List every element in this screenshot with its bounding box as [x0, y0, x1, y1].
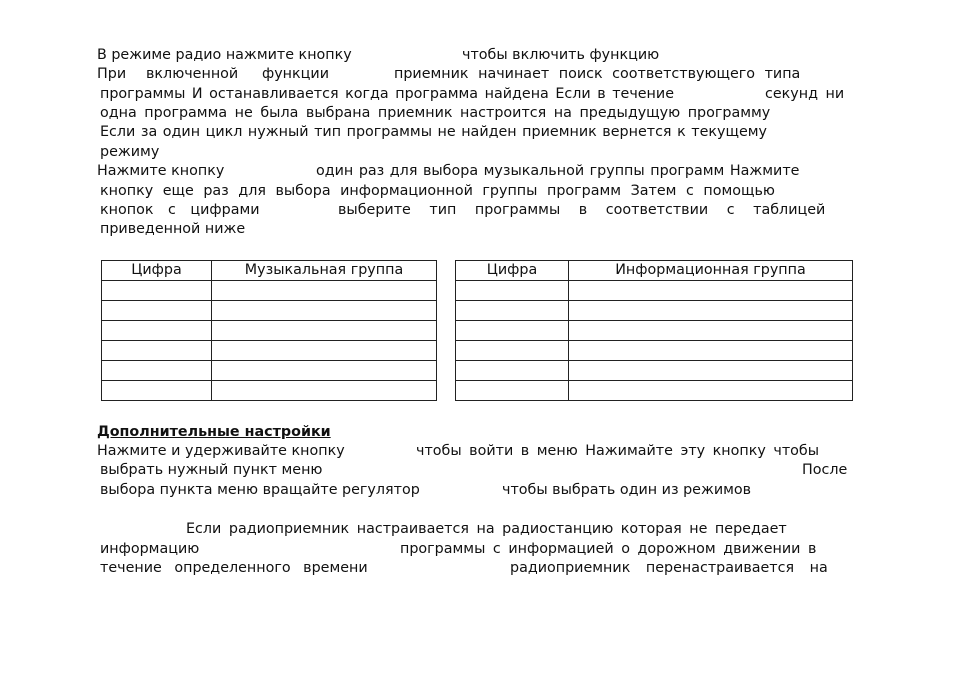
table-cell: [102, 321, 212, 341]
table-header-row: [102, 261, 437, 281]
table-cell: [456, 281, 569, 301]
table-cell: [212, 301, 437, 321]
text-fragment: приведенной ниже: [100, 221, 246, 237]
paragraph-2-line-3: [0, 201, 954, 220]
text-fragment: Если за один цикл нужный тип программы не найден приемник вернется к текущему: [100, 124, 767, 140]
table-row: [102, 381, 437, 401]
column-header: Информационная группа: [569, 261, 853, 281]
text-fragment: После: [802, 462, 848, 478]
table-cell: [456, 301, 569, 321]
text-fragment: кнопку еще раз для выбора информационной группы программ Затем с помощью: [100, 183, 775, 199]
table-row: [102, 281, 437, 301]
text-fragment: режиму: [100, 144, 160, 160]
paragraph-2-line-2: [0, 182, 954, 201]
text-fragment: функции: [262, 66, 329, 82]
table-cell: [102, 281, 212, 301]
text-fragment: радиоприемник перенастраивается на: [510, 560, 828, 576]
text-fragment: один раз для выбора музыкальной группы программ Нажмите: [316, 163, 800, 179]
text-fragment: информацию: [100, 541, 200, 557]
text-fragment: выбора пункта меню вращайте регулятор: [100, 482, 420, 498]
paragraph-1-line-4: [0, 104, 954, 123]
table-row: [456, 361, 853, 381]
paragraph-4-line-2: [0, 540, 954, 559]
text-fragment: Нажмите и удерживайте кнопку: [97, 443, 345, 459]
table-cell: [569, 341, 853, 361]
table-cell: [212, 381, 437, 401]
text-fragment: чтобы выбрать один из режимов: [502, 482, 752, 498]
table-row: [102, 321, 437, 341]
table-cell: [102, 361, 212, 381]
column-header: Музыкальная группа: [212, 261, 437, 281]
text-fragment: При: [97, 66, 127, 82]
music-group-table: [101, 260, 437, 401]
table-cell: [456, 381, 569, 401]
paragraph-1-line-6: [0, 143, 954, 162]
column-header: Цифра: [456, 261, 569, 281]
section-line-1: [0, 442, 954, 461]
table-cell: [212, 281, 437, 301]
table-cell: [212, 341, 437, 361]
table-cell: [212, 361, 437, 381]
table-cell: [102, 381, 212, 401]
paragraph-2-line-4: [0, 220, 954, 239]
table-row: [102, 301, 437, 321]
table-cell: [212, 321, 437, 341]
text-fragment: секунд ни: [765, 86, 845, 102]
text-fragment: одна программа не была выбрана приемник настроится на предыдущую программу: [100, 105, 771, 121]
paragraph-1-line-2: [0, 65, 954, 84]
text-fragment: приемник начинает поиск соответствующего типа: [394, 66, 801, 82]
text-fragment: чтобы войти в меню Нажимайте эту кнопку чтобы: [416, 443, 819, 459]
table-cell: [569, 381, 853, 401]
text-fragment: В режиме радио нажмите кнопку: [97, 47, 352, 63]
table-row: [456, 301, 853, 321]
table-cell: [569, 321, 853, 341]
table-row: [102, 341, 437, 361]
table-cell: [102, 301, 212, 321]
section-line-3: [0, 481, 954, 500]
table-cell: [456, 321, 569, 341]
section-line-2: [0, 461, 954, 480]
paragraph-4-line-1: [0, 520, 954, 539]
paragraph-1-line-3: [0, 85, 954, 104]
table-row: [456, 281, 853, 301]
table-cell: [569, 301, 853, 321]
table-header-row: [456, 261, 853, 281]
section-heading-line: [0, 423, 954, 442]
paragraph-2-line-1: [0, 162, 954, 181]
table-cell: [456, 341, 569, 361]
table-row: [456, 381, 853, 401]
table-cell: [569, 361, 853, 381]
text-fragment: выбрать нужный пункт меню: [100, 462, 323, 478]
table-row: [456, 341, 853, 361]
text-fragment: Нажмите кнопку: [97, 163, 225, 179]
text-fragment: программы И останавливается когда программа найдена Если в течение: [100, 86, 674, 102]
column-header: Цифра: [102, 261, 212, 281]
text-fragment: включенной: [146, 66, 239, 82]
text-fragment: выберите тип программы в соответствии с таблицей: [338, 202, 826, 218]
text-fragment: кнопок с цифрами: [100, 202, 260, 218]
text-fragment: течение определенного времени: [100, 560, 368, 576]
text-fragment: программы с информацией о дорожном движении в: [400, 541, 817, 557]
paragraph-4-line-3: [0, 559, 954, 578]
paragraph-1-line-1: [0, 46, 954, 65]
paragraph-1-line-5: [0, 123, 954, 142]
table-cell: [102, 341, 212, 361]
table-cell: [456, 361, 569, 381]
text-fragment: Если радиоприемник настраивается на радиостанцию которая не передает: [186, 521, 787, 537]
info-group-table: [455, 260, 853, 401]
text-fragment: чтобы включить функцию: [462, 47, 660, 63]
table-row: [456, 321, 853, 341]
table-cell: [569, 281, 853, 301]
table-row: [102, 361, 437, 381]
section-heading: Дополнительные настройки: [97, 424, 331, 440]
